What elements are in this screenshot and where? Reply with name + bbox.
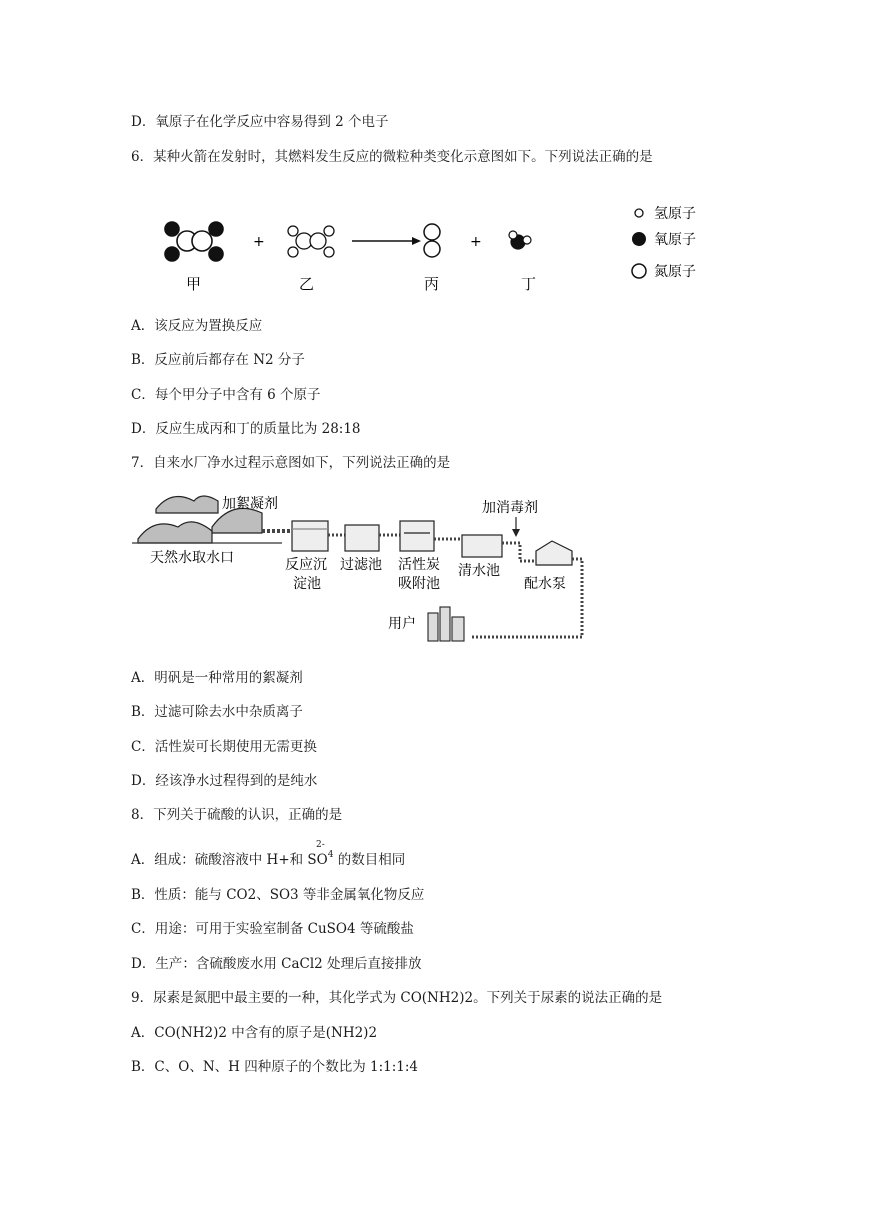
label-ding: 丁: [521, 275, 537, 293]
q7-option-a: A．明矾是一种常用的絮凝剂: [131, 670, 303, 686]
label-yi: 乙: [299, 275, 315, 293]
q7-stem: 7．自来水厂净水过程示意图如下，下列说法正确的是: [131, 455, 451, 471]
q8-option-a-subscript: 4: [327, 850, 334, 860]
water-source-label: 天然水取水口: [150, 550, 234, 566]
tank-clear-water: [462, 535, 502, 557]
add-flocculant-label: 加絮凝剂: [222, 496, 278, 512]
tank-filtration: [345, 525, 379, 551]
q9-option-b: B．C、O、N、H 四种原子的个数比为 1:1:1:4: [131, 1059, 418, 1075]
legend: [632, 206, 696, 280]
user-label: 用户: [388, 616, 416, 632]
legend-hydrogen: 氢原子: [654, 206, 696, 222]
q7-option-d: D．经该净水过程得到的是纯水: [131, 773, 318, 789]
tank1-label-line1: 反应沉: [285, 557, 327, 573]
label-bing: 丙: [424, 275, 440, 293]
q8-stem: 8．下列关于硫酸的认识，正确的是: [131, 807, 343, 823]
q6-option-d: D．反应生成丙和丁的质量比为 28:18: [131, 421, 361, 437]
q6-option-b: B．反应前后都存在 N2 分子: [131, 352, 305, 368]
q6-stem: 6．某种火箭在发射时，其燃料发生反应的微粒种类变化示意图如下。下列说法正确的是: [131, 149, 653, 165]
q7-option-c: C．活性炭可长期使用无需更换: [131, 739, 317, 755]
tank-activated-carbon: [400, 521, 434, 551]
tank-sedimentation: [292, 521, 328, 551]
water-treatment-diagram: [132, 487, 592, 652]
q8-option-c: C．用途：可用于实验室制备 CuSO4 等硫酸盐: [131, 921, 414, 937]
legend-nitrogen: 氮原子: [654, 264, 696, 280]
tank4-label: 清水池: [458, 563, 500, 579]
user-buildings: [428, 607, 464, 641]
tank1-label-line2: 淀池: [293, 576, 321, 592]
plus-sign-2: +: [470, 234, 482, 250]
reaction-arrow: [352, 237, 421, 245]
q5-option-d: D．氧原子在化学反应中容易得到 2 个电子: [131, 114, 389, 130]
molecule-jia: [165, 222, 223, 261]
q6-option-a: A．该反应为置换反应: [131, 318, 263, 334]
molecule-yi: [288, 226, 334, 257]
q7-option-b: B．过滤可除去水中杂质离子: [131, 704, 303, 720]
q8-option-d: D．生产：含硫酸废水用 CaCl2 处理后直接排放: [131, 956, 422, 972]
legend-oxygen-icon: [632, 232, 646, 246]
q9-stem: 9．尿素是氮肥中最主要的一种，其化学式为 CO(NH2)2。下列关于尿素的说法正确的是: [131, 990, 663, 1006]
tank3-label-line1: 活性炭: [398, 557, 440, 573]
q9-option-a: A．CO(NH2)2 中含有的原子是(NH2)2: [131, 1025, 378, 1041]
molecule-bing: [424, 224, 440, 257]
tank2-label: 过滤池: [340, 557, 382, 573]
add-disinfectant-label: 加消毒剂: [482, 500, 538, 516]
pump-label: 配水泵: [524, 576, 566, 592]
q8-option-a: [131, 851, 405, 871]
q8-option-a-tail: 的数目相同: [333, 852, 406, 868]
legend-oxygen: 氧原子: [654, 232, 696, 248]
plus-sign-1: +: [253, 234, 265, 250]
q8-option-a-charge: 2-: [316, 840, 325, 850]
legend-nitrogen-icon: [632, 264, 646, 278]
q8-option-a-main: A．组成：硫酸溶液中 H+和 SO: [131, 852, 328, 868]
reaction-diagram: [150, 196, 730, 306]
pump: [536, 541, 572, 565]
legend-hydrogen-icon: [635, 209, 643, 217]
q6-option-c: C．每个甲分子中含有 6 个原子: [131, 387, 321, 403]
molecule-ding: [509, 231, 531, 249]
label-jia: 甲: [186, 275, 202, 293]
tank3-label-line2: 吸附池: [398, 576, 440, 592]
q8-option-b: B．性质：能与 CO2、SO3 等非金属氧化物反应: [131, 887, 425, 903]
